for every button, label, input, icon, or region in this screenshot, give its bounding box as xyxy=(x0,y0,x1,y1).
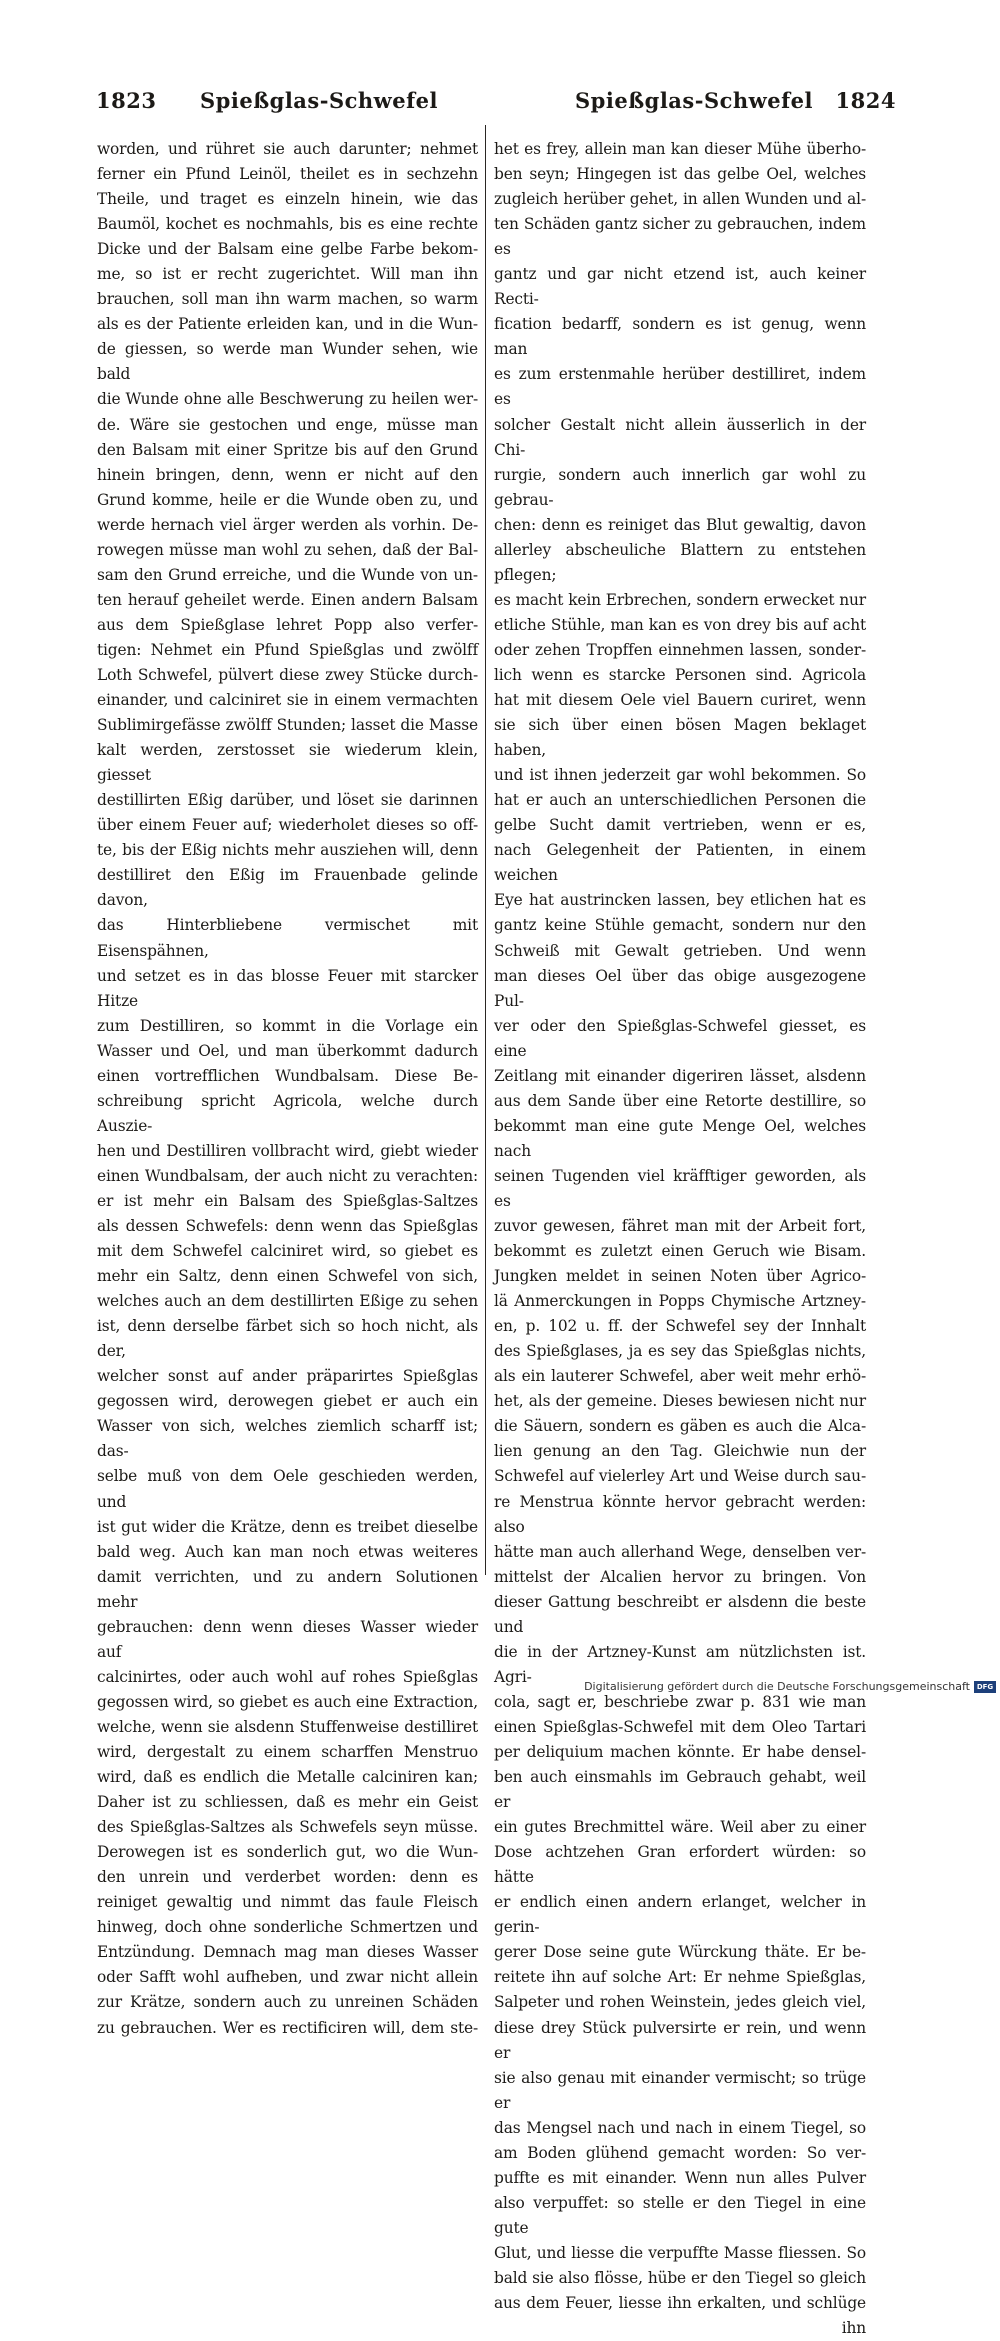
text-line: wird, daß es endlich die Metalle calciniren kan; xyxy=(97,1768,478,1787)
text-line: gerer Dose seine gute Würckung thäte. Er be- xyxy=(494,1943,866,1962)
footer-text: Digitalisierung gefördert durch die Deutsche Forschungsgemeinschaft xyxy=(584,1680,970,1693)
text-line: lien genung an den Tag. Gleichwie nun der xyxy=(494,1442,866,1461)
text-line: lich wenn es starcke Personen sind. Agricola xyxy=(494,665,866,684)
text-line: reitete ihn auf solche Art: Er nehme Spießglas, xyxy=(494,1968,866,1987)
text-line: den Balsam mit einer Spritze bis auf den Grund xyxy=(97,440,478,459)
text-line: sie sich über einen bösen Magen beklaget haben, xyxy=(494,716,866,760)
text-line: das Mengsel nach und nach in einem Tiegel, so xyxy=(494,2118,866,2137)
text-line: destillirten Eßig darüber, und löset sie darinnen xyxy=(97,791,478,810)
digitization-footer xyxy=(584,1680,996,1693)
text-line: das Hinterbliebene vermischet mit Eisenspähnen, xyxy=(97,916,478,960)
text-line: Salpeter und rohen Weinstein, jedes gleich viel, xyxy=(494,1993,866,2012)
text-line: gegossen wird, derowegen giebet er auch ein xyxy=(97,1392,478,1411)
text-line: Derowegen ist es sonderlich gut, wo die Wun- xyxy=(97,1843,478,1862)
text-line: Glut, und liesse die verpuffte Masse fliessen. So xyxy=(494,2243,866,2262)
text-line: hen und Destilliren vollbracht wird, giebt wieder xyxy=(97,1141,478,1160)
text-column-right xyxy=(494,137,866,2341)
text-line: Jungken meldet in seinen Noten über Agrico- xyxy=(494,1267,866,1286)
text-line: welches auch an dem destillirten Eßige zu sehen xyxy=(97,1292,478,1311)
text-line: bald sie also flösse, hübe er den Tiegel so gleich xyxy=(494,2268,866,2287)
text-line: einen vortrefflichen Wundbalsam. Diese Be- xyxy=(97,1066,478,1085)
text-line: als ein lauterer Schwefel, aber weit mehr erhö- xyxy=(494,1367,866,1386)
text-line: er ist mehr ein Balsam des Spießglas-Saltzes xyxy=(97,1191,478,1210)
text-line: brauchen, soll man ihn warm machen, so warm xyxy=(97,290,478,309)
text-line: hätte man auch allerhand Wege, denselben ver- xyxy=(494,1542,866,1561)
text-line: hinein bringen, denn, wenn er nicht auf den xyxy=(97,465,478,484)
text-line: Sublimirgefässe zwölff Stunden; lasset die Masse xyxy=(97,716,478,735)
text-line: hat er auch an unterschiedlichen Personen die xyxy=(494,791,866,810)
text-line: reiniget gewaltig und nimmt das faule Fleisch xyxy=(97,1893,478,1912)
text-line: zuvor gewesen, fähret man mit der Arbeit fort, xyxy=(494,1217,866,1236)
text-line: fication bedarff, sondern es ist genug, wenn man xyxy=(494,315,866,359)
text-line: es zum erstenmahle herüber destilliret, indem es xyxy=(494,365,866,409)
text-line: hat mit diesem Oele viel Bauern curiret, wenn xyxy=(494,691,866,710)
text-line: zu gebrauchen. Wer es rectificiren will, dem ste- xyxy=(97,2018,478,2037)
text-line: also verpuffet: so stelle er den Tiegel in eine gute xyxy=(494,2193,866,2237)
text-line: zugleich herüber gehet, in allen Wunden und al- xyxy=(494,190,866,209)
text-line: wird, dergestalt zu einem scharffen Menstruo xyxy=(97,1743,478,1761)
text-column-left xyxy=(97,137,478,2041)
text-line: Daher ist zu schliessen, daß es mehr ein Geist xyxy=(97,1793,478,1812)
text-line: werde hernach viel ärger werden als vorhin. De- xyxy=(97,515,478,534)
text-line: mit dem Schwefel calciniret wird, so giebet es xyxy=(97,1242,478,1261)
text-line: oder zehen Tropffen einnehmen lassen, sonder- xyxy=(494,640,866,659)
text-line: gegossen wird, so giebet es auch eine Extraction, xyxy=(97,1692,478,1711)
text-line: Dicke und der Balsam eine gelbe Farbe bekom- xyxy=(97,240,478,259)
page-number-right: 1824 xyxy=(835,88,896,113)
text-line: ihn xyxy=(841,2319,866,2338)
text-line: Loth Schwefel, pülvert diese zwey Stücke durch- xyxy=(97,665,478,684)
text-line: sam den Grund erreiche, und die Wunde von un- xyxy=(97,565,478,584)
text-line: ben seyn; Hingegen ist das gelbe Oel, welches xyxy=(494,165,866,184)
page-header xyxy=(96,88,896,128)
text-line: ver oder den Spießglas-Schwefel giesset, es eine xyxy=(494,1016,866,1060)
text-line: schreibung spricht Agricola, welche durch Auszie- xyxy=(97,1091,478,1135)
text-line: aus dem Sande über eine Retorte destillire, so xyxy=(494,1091,866,1110)
text-line: de giessen, so werde man Wunder sehen, wie bald xyxy=(97,340,478,384)
text-line: mittelst der Alcalien hervor zu bringen. Von xyxy=(494,1567,866,1586)
text-line: ben auch einsmahls im Gebrauch gehabt, weil er xyxy=(494,1768,866,1812)
text-line: rurgie, sondern auch innerlich gar wohl zu gebrau- xyxy=(494,465,866,509)
text-line: bekommt es zuletzt einen Geruch wie Bisam. xyxy=(494,1242,866,1261)
text-line: den unrein und verderbet worden: denn es xyxy=(97,1868,478,1887)
text-line: Grund komme, heile er die Wunde oben zu, und xyxy=(97,490,478,509)
text-line: cola, sagt er, beschriebe zwar p. 831 wie man xyxy=(494,1692,866,1711)
text-line: diese drey Stück pulversirte er rein, und wenn er xyxy=(494,2018,866,2062)
text-line: aus dem Feuer, liesse ihn erkalten, und schlüge xyxy=(494,2294,866,2313)
text-line: zum Destilliren, so kommt in die Vorlage ein xyxy=(97,1016,478,1035)
text-line: und ist ihnen jederzeit gar wohl bekommen. So xyxy=(494,766,866,785)
text-line: de. Wäre sie gestochen und enge, müsse man xyxy=(97,415,478,434)
text-line: man dieses Oel über das obige ausgezogene Pul- xyxy=(494,966,866,1010)
text-line: ist, denn derselbe färbet sich so hoch nicht, als der, xyxy=(97,1317,478,1361)
text-line: ferner ein Pfund Leinöl, theilet es in sechzehn xyxy=(97,165,478,184)
text-line: die in der Artzney-Kunst am nützlichsten ist. Agri- xyxy=(494,1642,866,1686)
text-line: destilliret den Eßig im Frauenbade gelinde davon, xyxy=(97,866,478,910)
text-line: er endlich einen andern erlanget, welcher in gerin- xyxy=(494,1893,866,1937)
text-line: bald weg. Auch kan man noch etwas weiteres xyxy=(97,1542,478,1561)
text-line: kalt werden, zerstosset sie wiederum klein, giesset xyxy=(97,741,478,785)
text-line: einen Spießglas-Schwefel mit dem Oleo Tartari xyxy=(494,1717,866,1736)
text-line: nach Gelegenheit der Patienten, in einem weichen xyxy=(494,841,866,885)
text-line: Schwefel auf vielerley Art und Weise durch sau- xyxy=(494,1467,866,1486)
text-line: Zeitlang mit einander digeriren lässet, alsdenn xyxy=(494,1066,866,1085)
text-line: des Spießglas-Saltzes als Schwefels seyn müsse. xyxy=(97,1818,478,1837)
text-line: über einem Feuer auf; wiederholet dieses so off- xyxy=(97,816,478,835)
text-line: Theile, und traget es einzeln hinein, wie das xyxy=(97,190,478,209)
text-line: calcinirtes, oder auch wohl auf rohes Spießglas xyxy=(97,1667,478,1686)
text-line: als dessen Schwefels: denn wenn das Spießglas xyxy=(97,1217,478,1236)
text-line: dieser Gattung beschreibt er alsdenn die beste und xyxy=(494,1592,866,1636)
text-line: zur Krätze, sondern auch zu unreinen Schäden xyxy=(97,1993,478,2012)
text-line: Schweiß mit Gewalt getrieben. Und wenn xyxy=(494,941,866,960)
text-line: puffte es mit einander. Wenn nun alles Pulver xyxy=(494,2168,866,2187)
text-line: het, als der gemeine. Dieses bewiesen nicht nur xyxy=(494,1392,866,1411)
text-line: solcher Gestalt nicht allein äusserlich in der Chi- xyxy=(494,415,866,459)
text-line: einander, und calciniret sie in einem vermachten xyxy=(97,691,478,710)
text-line: ten Schäden gantz sicher zu gebrauchen, indem es xyxy=(494,215,866,259)
text-line: gantz und gar nicht etzend ist, auch keiner Recti- xyxy=(494,265,866,309)
text-line: gantz keine Stühle gemacht, sondern nur den xyxy=(494,916,866,935)
text-line: Wasser von sich, welches ziemlich scharff ist; das- xyxy=(97,1417,478,1461)
text-line: welche, wenn sie alsdenn Stuffenweise destilliret xyxy=(97,1717,478,1736)
text-line: als es der Patiente erleiden kan, und in die Wun- xyxy=(97,315,478,334)
text-line: me, so ist er recht zugerichtet. Will man ihn xyxy=(97,265,478,284)
text-line: gelbe Sucht damit vertrieben, wenn er es, xyxy=(494,816,866,835)
text-line: welcher sonst auf ander präparirtes Spießglas xyxy=(97,1367,478,1386)
text-line: einen Wundbalsam, der auch nicht zu verachten: xyxy=(97,1166,478,1185)
text-line: en, p. 102 u. ff. der Schwefel sey der Innhalt xyxy=(494,1317,866,1336)
text-line: chen: denn es reiniget das Blut gewaltig, davon xyxy=(494,515,866,534)
text-line: ten herauf geheilet werde. Einen andern Balsam xyxy=(97,590,478,609)
text-line: am Boden glühend gemacht worden: So ver- xyxy=(494,2143,866,2162)
text-line: mehr ein Saltz, denn einen Schwefel von sich, xyxy=(97,1267,478,1286)
text-line: damit verrichten, und zu andern Solutionen mehr xyxy=(97,1567,478,1611)
text-line: aus dem Spießglase lehret Popp also verfer- xyxy=(97,615,478,634)
text-line: Baumöl, kochet es nochmahls, bis es eine rechte xyxy=(97,215,478,234)
text-line: ist gut wider die Krätze, denn es treibet dieselbe xyxy=(97,1517,478,1536)
text-line: seinen Tugenden viel kräfftiger geworden, als es xyxy=(494,1166,866,1210)
text-line: und setzet es in das blosse Feuer mit starcker Hitze xyxy=(97,966,478,1010)
text-line: etliche Stühle, man kan es von drey bis auf acht xyxy=(494,615,866,634)
text-line: het es frey, allein man kan dieser Mühe überho- xyxy=(494,140,866,158)
text-line: die Säuern, sondern es gäben es auch die Alca- xyxy=(494,1417,866,1436)
text-line: hinweg, doch ohne sonderliche Schmertzen und xyxy=(97,1918,478,1937)
column-divider xyxy=(485,125,486,1575)
running-title-left: Spießglas-Schwefel xyxy=(200,88,438,113)
page-number-left: 1823 xyxy=(96,88,157,113)
text-line: Dose achtzehen Gran erfordert würden: so hätte xyxy=(494,1843,866,1887)
text-line: rowegen müsse man wohl zu sehen, daß der Bal- xyxy=(97,540,478,559)
text-line: oder Safft wohl aufheben, und zwar nicht allein xyxy=(97,1968,478,1987)
text-line: lä Anmerckungen in Popps Chymische Artzney- xyxy=(494,1292,866,1311)
dfg-logo-icon: DFG xyxy=(974,1681,996,1693)
text-line: worden, und rühret sie auch darunter; nehmet xyxy=(97,140,478,158)
text-line: bekommt man eine gute Menge Oel, welches nach xyxy=(494,1116,866,1160)
text-line: tigen: Nehmet ein Pfund Spießglas und zwölff xyxy=(97,640,478,659)
text-line: re Menstrua könnte hervor gebracht werden: also xyxy=(494,1492,866,1536)
text-line: es macht kein Erbrechen, sondern erwecket nur xyxy=(494,590,866,609)
text-line: die Wunde ohne alle Beschwerung zu heilen wer- xyxy=(97,390,478,409)
text-line: selbe muß von dem Oele geschieden werden, und xyxy=(97,1467,478,1511)
text-line: te, bis der Eßig nichts mehr ausziehen will, denn xyxy=(97,841,478,860)
text-line: ein gutes Brechmittel wäre. Weil aber zu einer xyxy=(494,1818,866,1837)
text-line: sie also genau mit einander vermischt; so trüge er xyxy=(494,2068,866,2112)
text-line: des Spießglases, ja es sey das Spießglas nichts, xyxy=(494,1342,866,1361)
text-line: Entzündung. Demnach mag man dieses Wasser xyxy=(97,1943,478,1962)
text-line: Eye hat austrincken lassen, bey etlichen hat es xyxy=(494,891,866,910)
running-title-right: Spießglas-Schwefel xyxy=(575,88,813,113)
text-line: gebrauchen: denn wenn dieses Wasser wieder auf xyxy=(97,1617,478,1661)
text-line: per deliquium machen könnte. Er habe densel- xyxy=(494,1743,866,1761)
text-line: allerley abscheuliche Blattern zu entstehen pflegen; xyxy=(494,540,866,584)
text-line: Wasser und Oel, und man überkommt dadurch xyxy=(97,1041,478,1060)
